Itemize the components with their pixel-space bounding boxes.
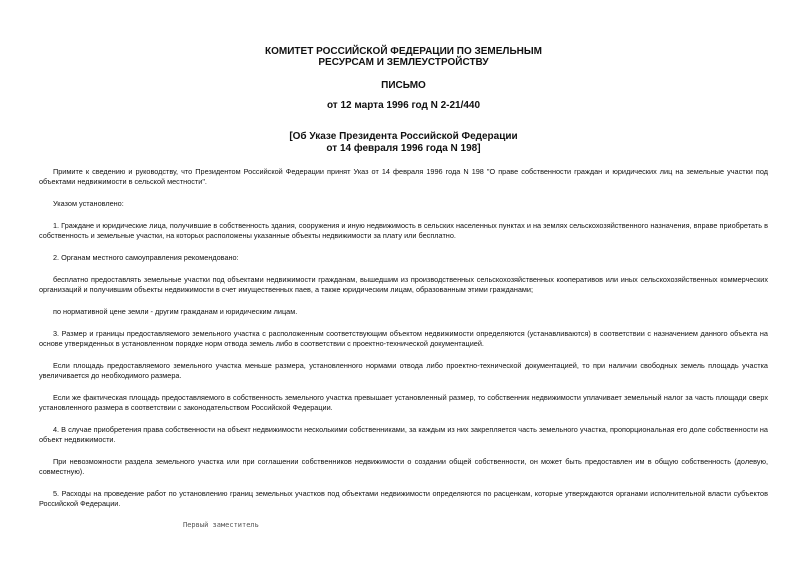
paragraph-larger-area: Если же фактическая площадь предоставляемого в собственность земельного участка превышает установленный размер, то собственник недвижимости уплачивает земельный налог за часть площади сверх установленного размера в соответствии с законодательством Российской Федерации. — [39, 393, 768, 412]
org-line-2: РЕСУРСАМ И ЗЕМЛЕУСТРОЙСТВУ — [318, 57, 489, 68]
paragraph-item-3: 3. Размер и границы предоставляемого земельного участка с расположенным соответствующим объектом недвижимости определяются (устанавливаются) в соответствии с назначением данного объекта на основе утвержденных в установленном порядке норм отвода земель либо в соответствии с проектно-технической документацией. — [39, 329, 768, 348]
document-date-number: от 12 марта 1996 год N 2-21/440 — [326, 100, 481, 111]
paragraph-common-ownership: При невозможности раздела земельного участка или при соглашении собственников недвижимости о создании общей собственности, он может быть предоставлен им в общую собственность (долевую, совместную). — [39, 457, 768, 476]
paragraph-smaller-area: Если площадь предоставляемого земельного участка меньше размера, установленного нормами отвода либо проектно-технической документацией, то при наличии свободных земель площадь участка увеличивается до необходимого размера. — [39, 361, 768, 380]
paragraph-item-1: 1. Граждане и юридические лица, получившие в собственность здания, сооружения и иную недвижимость в сельских населенных пунктах и на землях сельскохозяйственного назначения, вправе приобретать в собственность и земельные участки, на которых расположены указанные объекты недвижимости за плату или бесплатно. — [39, 221, 768, 240]
signature-title: Первый заместитель — [183, 521, 259, 529]
subject-line-2: от 14 февраля 1996 года N 198] — [326, 143, 481, 154]
paragraph-item-4: 4. В случае приобретения права собственности на объект недвижимости несколькими собственниками, за каждым из них закрепляется часть земельного участка, пропорциональная его доле собственности на объект недвижимости. — [39, 425, 768, 444]
document-type: ПИСЬМО — [381, 80, 426, 91]
document-body — [39, 167, 768, 521]
paragraph-established: Указом установлено: — [53, 199, 124, 208]
issuing-organization — [0, 46, 807, 68]
subject-line-1: [Об Указе Президента Российской Федерации — [289, 131, 518, 142]
paragraph-item-2: 2. Органам местного самоуправления рекомендовано: — [53, 253, 239, 262]
document-subject — [0, 131, 807, 155]
paragraph-free-provision: бесплатно предоставлять земельные участки под объектами недвижимости гражданам, вышедшим из производственных сельскохозяйственных кооперативов или иных сельскохозяйственных коммерческих организаций и получившим объекты недвижимости в счет имущественных паев, а также юридическим лицам, образованным этими гражданами; — [39, 275, 768, 294]
org-line-1: КОМИТЕТ РОССИЙСКОЙ ФЕДЕРАЦИИ ПО ЗЕМЕЛЬНЫМ — [265, 46, 542, 57]
paragraph-item-5: 5. Расходы на проведение работ по установлению границ земельных участков под объектами недвижимости определяются по расценкам, которые утверждаются органами исполнительной власти субъектов Российской Федерации. — [39, 489, 768, 508]
paragraph-normative-price: по нормативной цене земли - другим гражданам и юридическим лицам. — [53, 307, 298, 316]
paragraph-intro: Примите к сведению и руководству, что Президентом Российской Федерации принят Указ от 14 февраля 1996 года N 198 "О праве собственности граждан и юридических лиц на земельные участки под объектами недвижимости в сельской местности". — [39, 167, 768, 186]
